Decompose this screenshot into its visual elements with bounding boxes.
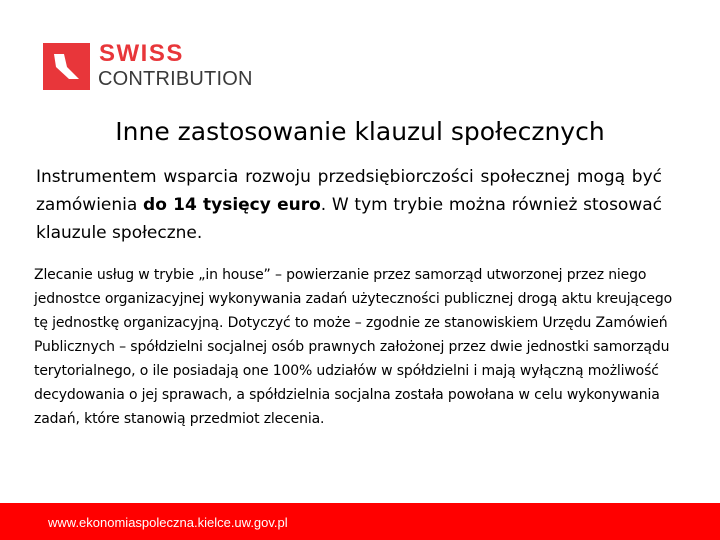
body-paragraph: Zlecanie usług w trybie „in house” – powierzanie przez samorząd utworzonej przez niego jednostce organizacyjnej wykonywania zadań użyteczności publicznej drogą aktu kreującego tę jednostkę organizacyjną. Dotyczyć to może – zgodnie ze stanowiskiem Urzędu Zamówień Publicznych – spółdzielni socjalnej osób prawnych założonej przez dwie jednostki samorządu terytorialnego, o ile posiadają one 100% udziałów w spółdzielni i mają wyłączną możliwość decydowania o jej sprawach, a spółdzielnia socjalna została powołana w celu wykonywania zadań, które stanowią przedmiot zlecenia. — [34, 267, 673, 427]
intro-text-part1: Instrumentem wsparcia rozwoju przedsiębiorczości społecznej mogą być zamówienia — [36, 167, 662, 215]
swiss-contribution-logo — [43, 40, 273, 93]
swiss-contribution-mark-icon — [43, 43, 90, 90]
slide-title: Inne zastosowanie klauzul społecznych — [115, 117, 605, 146]
logo-text-contribution: CONTRIBUTION — [98, 68, 253, 90]
intro-paragraph — [36, 163, 662, 247]
intro-text-bold: do 14 tysięcy euro — [143, 195, 321, 215]
logo-text-swiss: SWISS — [99, 40, 184, 67]
footer-url: www.ekonomiaspoleczna.kielce.uw.gov.pl — [48, 515, 288, 530]
footer-bar — [0, 503, 720, 540]
intro-text-part2: . W tym trybie można również stosować klauzule społeczne. — [36, 195, 662, 243]
